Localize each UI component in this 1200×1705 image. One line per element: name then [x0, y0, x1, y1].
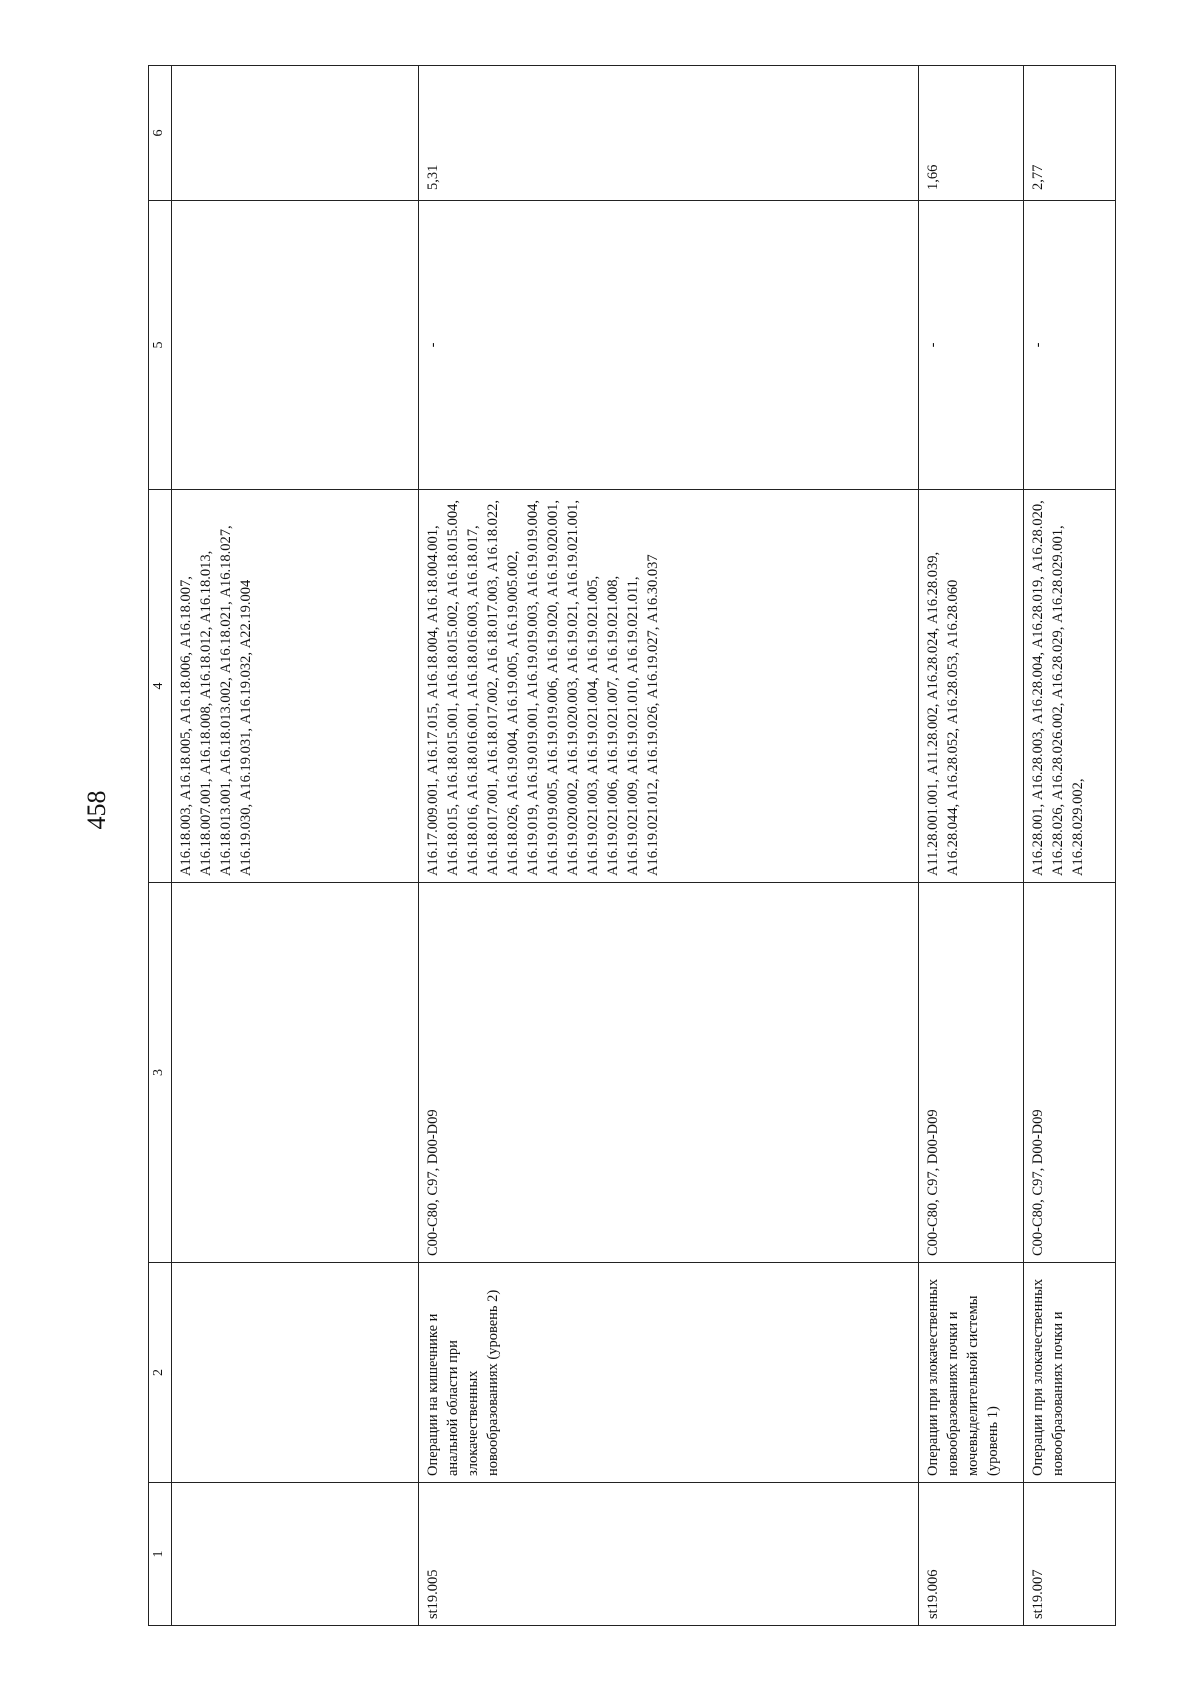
row-services: A16.18.003, A16.18.005, A16.18.006, A16.18.007, A16.18.007.001, A16.18.008, A16.18.012, A16.18.013, A16.18.013.001, A16.18.013.002, A16.18.021, A16.18.027, A16.19.030, A16.19.031, A16.19.032, A22.19.004 — [172, 490, 419, 883]
row-name: Операции при злокачественных новообразованиях почки и мочевыделительной системы (уровень 1) — [919, 1263, 1024, 1483]
row-coefficient — [172, 66, 419, 201]
header-row — [149, 66, 172, 1626]
row-col5: - — [419, 201, 919, 490]
row-code: st19.007 — [1024, 1483, 1116, 1626]
row-diagnosis: C00-C80, C97, D00-D09 — [919, 883, 1024, 1263]
header-cell-1: 1 — [149, 1483, 172, 1626]
row-name: Операции при злокачественных новообразованиях почки и — [1024, 1263, 1116, 1483]
rotated-page — [148, 66, 1092, 1626]
table-row — [172, 66, 419, 1626]
row-coefficient: 2,77 — [1024, 66, 1116, 201]
header-cell-6: 6 — [149, 66, 172, 201]
row-name: Операции на кишечнике и анальной области при злокачественных новообразованиях (уровень 2) — [419, 1263, 919, 1483]
row-diagnosis: C00-C80, C97, D00-D09 — [419, 883, 919, 1263]
table-row — [1024, 66, 1116, 1626]
row-name — [172, 1263, 419, 1483]
row-code — [172, 1483, 419, 1626]
table-row — [919, 66, 1024, 1626]
row-coefficient: 1,66 — [919, 66, 1024, 201]
page-number-text: 458 — [82, 790, 111, 830]
row-services: A16.17.009.001, A16.17.015, A16.18.004, A16.18.004.001, A16.18.015, A16.18.015.001, A16.18.015.002, A16.18.015.004, A16.18.016, A16.18.016.001, A16.18.016.003, A16.18.017, A16.18.017.001, A16.18.017.002, A16.18.017.003, A16.18.022, A16.18.026, A16.19.004, A16.19.005, A16.19.005.002, A16.19.019, A16.19.019.001, A16.19.019.003, A16.19.019.004, A16.19.019.005, A16.19.019.006, A16.19.020, A16.19.020.001, A16.19.020.002, A16.19.020.003, A16.19.021, A16.19.021.001, A16.19.021.003, A16.19.021.004, A16.19.021.005, A16.19.021.006, A16.19.021.007, A16.19.021.008, A16.19.021.009, A16.19.021.010, A16.19.021.011, A16.19.021.012, A16.19.026, A16.19.027, A16.30.037 — [419, 490, 919, 883]
header-cell-4: 4 — [149, 490, 172, 883]
table-frame — [148, 66, 1092, 1626]
row-services: A11.28.001.001, A11.28.002, A16.28.024, A16.28.039, A16.28.044, A16.28.052, A16.28.053, A16.28.060 — [919, 490, 1024, 883]
row-coefficient: 5,31 — [419, 66, 919, 201]
table-row — [419, 66, 919, 1626]
row-code: st19.006 — [919, 1483, 1024, 1626]
tariff-table — [148, 65, 1116, 1626]
row-code: st19.005 — [419, 1483, 919, 1626]
header-cell-3: 3 — [149, 883, 172, 1263]
row-diagnosis — [172, 883, 419, 1263]
row-services: A16.28.001, A16.28.003, A16.28.004, A16.28.019, A16.28.020, A16.28.026, A16.28.026.002, A16.28.029, A16.28.029.001, A16.28.029.002, — [1024, 490, 1116, 883]
header-cell-5: 5 — [149, 201, 172, 490]
row-col5 — [172, 201, 419, 490]
row-diagnosis: C00-C80, C97, D00-D09 — [1024, 883, 1116, 1263]
row-col5: - — [919, 201, 1024, 490]
row-col5: - — [1024, 201, 1116, 490]
header-cell-2: 2 — [149, 1263, 172, 1483]
